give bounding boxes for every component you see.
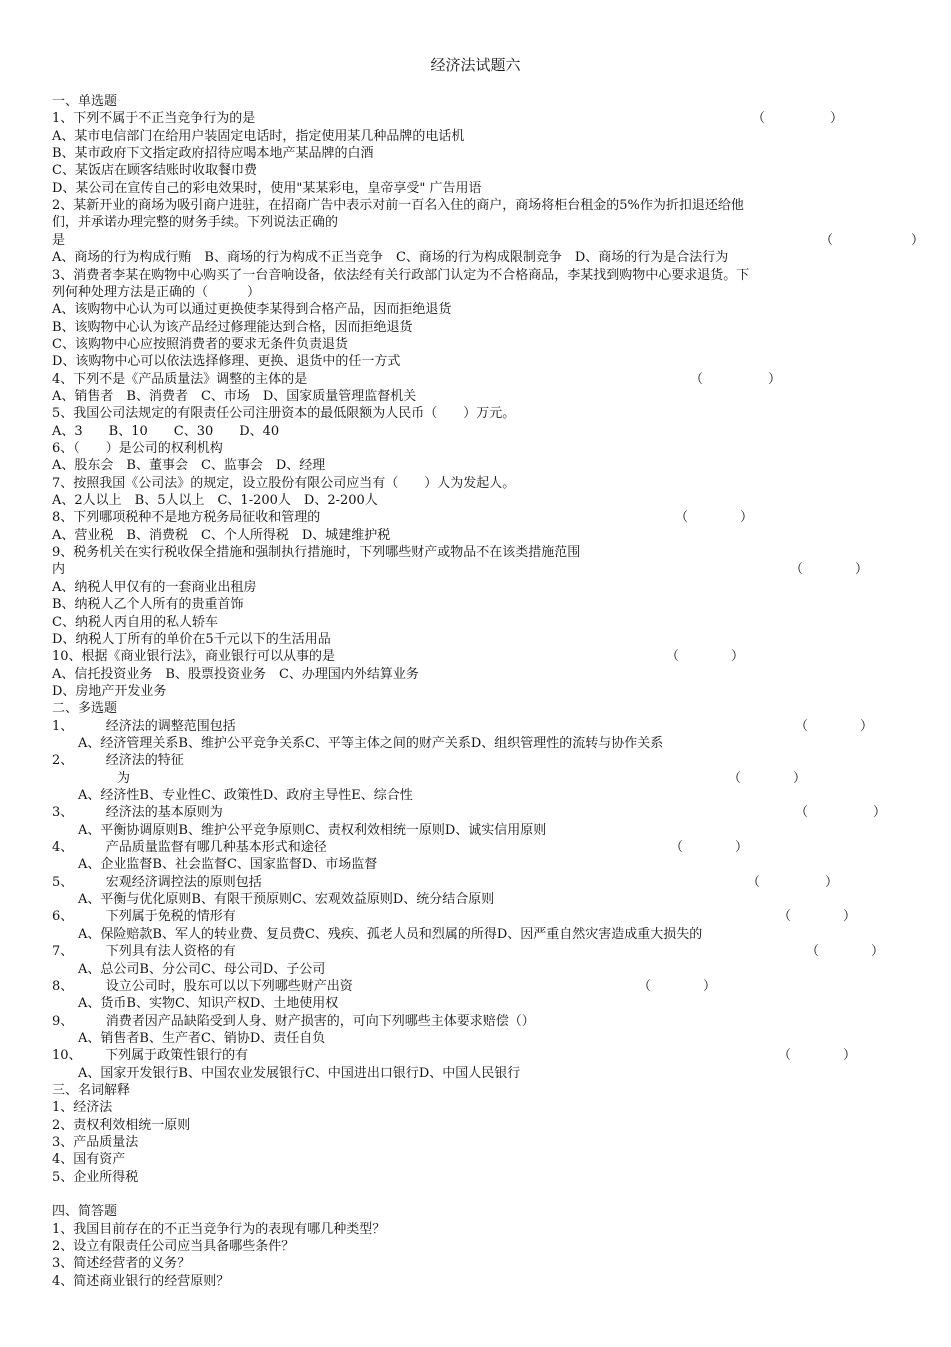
text-line: A、信托投资业务 B、股票投资业务 C、办理国内外结算业务 xyxy=(52,666,419,682)
text-line: 2、责权利效相统一原则 xyxy=(52,1117,191,1133)
text-line: D、房地产开发业务 xyxy=(52,683,167,699)
text-line: D、该购物中心可以依法选择修理、更换、退货中的任一方式 xyxy=(52,354,401,370)
text-line: A、国家开发银行B、中国农业发展银行C、中国进出口银行D、中国人民银行 xyxy=(52,1065,521,1081)
text-line: 3、产品质量法 xyxy=(52,1135,139,1150)
answer-blank: （ ） xyxy=(778,909,857,925)
answer-blank: （ ） xyxy=(675,510,754,526)
text-line: A、该购物中心认为可以通过更换使李某得到合格产品，因而拒绝退货 xyxy=(52,302,452,318)
text-line: 4、国有资产 xyxy=(52,1152,126,1168)
answer-blank: （ ） xyxy=(778,1048,857,1064)
text-line: 5、 宏观经济调控法的原则包括 xyxy=(52,874,262,890)
text-line: A、纳税人甲仅有的一套商业出租房 xyxy=(52,579,257,595)
text-line: 2、 经济法的特征 xyxy=(52,753,184,769)
text-line: 内 xyxy=(52,562,66,578)
page-title: 经济法试题六 xyxy=(430,56,521,74)
answer-blank: （ ） xyxy=(670,840,749,856)
text-line: 二、多选题 xyxy=(52,701,118,717)
text-line: 5、我国公司法规定的有限责任公司注册资本的最低限额为人民币（ ）万元。 xyxy=(52,406,516,422)
text-line: A、平衡与优化原则B、有限干预原则C、宏观效益原则D、统分结合原则 xyxy=(52,892,495,908)
answer-blank: （ ） xyxy=(666,649,745,665)
text-line: 10、 下列属于政策性银行的有 xyxy=(52,1048,249,1064)
text-line: 2、某新开业的商场为吸引商户进驻，在招商广告中表示对前一百名入住的商户，商场将柜台租金的5%作为折扣退还给他 xyxy=(52,198,744,214)
text-line: 四、简答题 xyxy=(52,1204,118,1220)
text-line: 9、税务机关在实行税收保全措施和强制执行措施时，下列哪些财产或物品不在该类措施范围 xyxy=(52,545,581,561)
text-line: A、经济性B、专业性C、政策性D、政府主导性E、综合性 xyxy=(52,788,413,803)
text-line: 是 xyxy=(52,232,66,248)
answer-blank: （ ） xyxy=(752,111,844,127)
text-line: D、纳税人丁所有的单价在5千元以下的生活用品 xyxy=(52,631,331,647)
answer-blank: （ ） xyxy=(790,562,869,578)
text-line: 1、我国目前存在的不正当竞争行为的表现有哪几种类型？ xyxy=(52,1221,386,1237)
answer-blank: （ ） xyxy=(795,805,887,821)
text-line: 7、 下列具有法人资格的有 xyxy=(52,944,236,960)
text-line: 4、下列不是《产品质量法》调整的主体的是 xyxy=(52,371,308,387)
text-line: 三、名词解释 xyxy=(52,1082,131,1098)
text-line: A、营业税 B、消费税 C、个人所得税 D、城建维护税 xyxy=(52,527,391,543)
text-line: 一、单选题 xyxy=(52,94,118,109)
text-line: 3、消费者李某在购物中心购买了一台音响设备，依法经有关行政部门认定为不合格商品，李某找到购物中心要求退货。下 xyxy=(52,267,750,283)
answer-blank: （ ） xyxy=(638,978,717,994)
text-line: 5、企业所得税 xyxy=(52,1169,139,1185)
answer-blank: （ ） xyxy=(747,874,839,890)
text-line: C、该购物中心应按照消费者的要求无条件负责退货 xyxy=(52,336,348,352)
text-line: 6、（ ）是公司的权利机构 xyxy=(52,441,223,456)
answer-blank: （ ） xyxy=(728,770,807,786)
answer-blank: （ ） xyxy=(795,718,874,734)
text-line: 1、经济法 xyxy=(52,1100,113,1116)
text-line: A、总公司B、分公司C、母公司D、子公司 xyxy=(52,961,326,977)
text-line: B、纳税人乙个人所有的贵重首饰 xyxy=(52,597,244,613)
answer-blank: （ ） xyxy=(690,371,782,387)
text-line: A、保险赔款B、军人的转业费、复员费C、残疾、孤老人员和烈属的所得D、因严重自然灾害造成重大损失的 xyxy=(52,926,703,942)
text-line: 9、 消费者因产品缺陷受到人身、财产损害的，可向下列哪些主体要求赔偿（） xyxy=(52,1013,535,1029)
text-line: 1、下列不属于不正当竞争行为的是 xyxy=(52,111,256,127)
text-line: A、商场的行为构成行贿 B、商场的行为构成不正当竞争 C、商场的行为构成限制竞争 D、商场的行为是合法行为 xyxy=(52,250,729,266)
text-line: 8、 设立公司时，股东可以以下列哪些财产出资 xyxy=(52,978,353,994)
text-line: 1、 经济法的调整范围包括 xyxy=(52,718,236,734)
text-line: A、平衡协调原则B、维护公平竞争原则C、责权利效相统一原则D、诚实信用原则 xyxy=(52,822,547,838)
text-line: A、3 B、10 C、30 D、40 xyxy=(52,423,280,439)
text-line: C、某饭店在顾客结账时收取餐巾费 xyxy=(52,163,257,179)
text-line: A、销售者B、生产者C、销协D、责任自负 xyxy=(52,1030,326,1046)
text-line: A、股东会 B、董事会 C、监事会 D、经理 xyxy=(52,458,326,474)
text-line: A、经济管理关系B、维护公平竞争关系C、平等主体之间的财产关系D、组织管理性的流转与协作关系 xyxy=(52,735,664,751)
text-line: 4、 产品质量监督有哪几种基本形式和途径 xyxy=(52,840,327,856)
text-line: 8、下列哪项税种不是地方税务局征收和管理的 xyxy=(52,510,321,526)
text-line: 为 xyxy=(52,770,131,786)
text-line: A、企业监督B、社会监督C、国家监督D、市场监督 xyxy=(52,857,378,873)
text-line: D、某公司在宣传自己的彩电效果时，使用"某某彩电，皇帝享受" 广告用语 xyxy=(52,180,482,196)
text-line: 们，并承诺办理完整的财务手续。下列说法正确的 xyxy=(52,215,339,231)
text-line: A、2人以上 B、5人以上 C、1-200人 D、2-200人 xyxy=(52,493,378,509)
text-line: 3、 经济法的基本原则为 xyxy=(52,805,223,821)
text-line: 2、设立有限责任公司应当具备哪些条件？ xyxy=(52,1239,295,1255)
text-line: 列何种处理方法是正确的（ ） xyxy=(52,284,261,300)
text-line: 7、按照我国《公司法》的规定，设立股份有限公司应当有（ ）人为发起人。 xyxy=(52,475,516,491)
text-line: A、销售者 B、消费者 C、市场 D、国家质量管理监督机关 xyxy=(52,388,417,404)
answer-blank: （ ） xyxy=(806,944,885,960)
text-line: 3、简述经营者的义务？ xyxy=(52,1256,191,1272)
text-line: C、纳税人丙自用的私人轿车 xyxy=(52,614,218,630)
text-line: B、某市政府下文指定政府招待应喝本地产某品牌的白酒 xyxy=(52,146,374,162)
text-line: A、某市电信部门在给用户装固定电话时，指定使用某几种品牌的电话机 xyxy=(52,128,465,144)
text-line: A、货币B、实物C、知识产权D、土地使用权 xyxy=(52,996,339,1012)
text-line: 4、简述商业银行的经营原则？ xyxy=(52,1273,230,1289)
answer-blank: （ ） xyxy=(820,232,925,248)
text-line: B、该购物中心认为该产品经过修理能达到合格，因而拒绝退货 xyxy=(52,319,413,335)
text-line: 10、根据《商业银行法》，商业银行可以从事的是 xyxy=(52,649,336,665)
text-line: 6、 下列属于免税的情形有 xyxy=(52,909,236,925)
